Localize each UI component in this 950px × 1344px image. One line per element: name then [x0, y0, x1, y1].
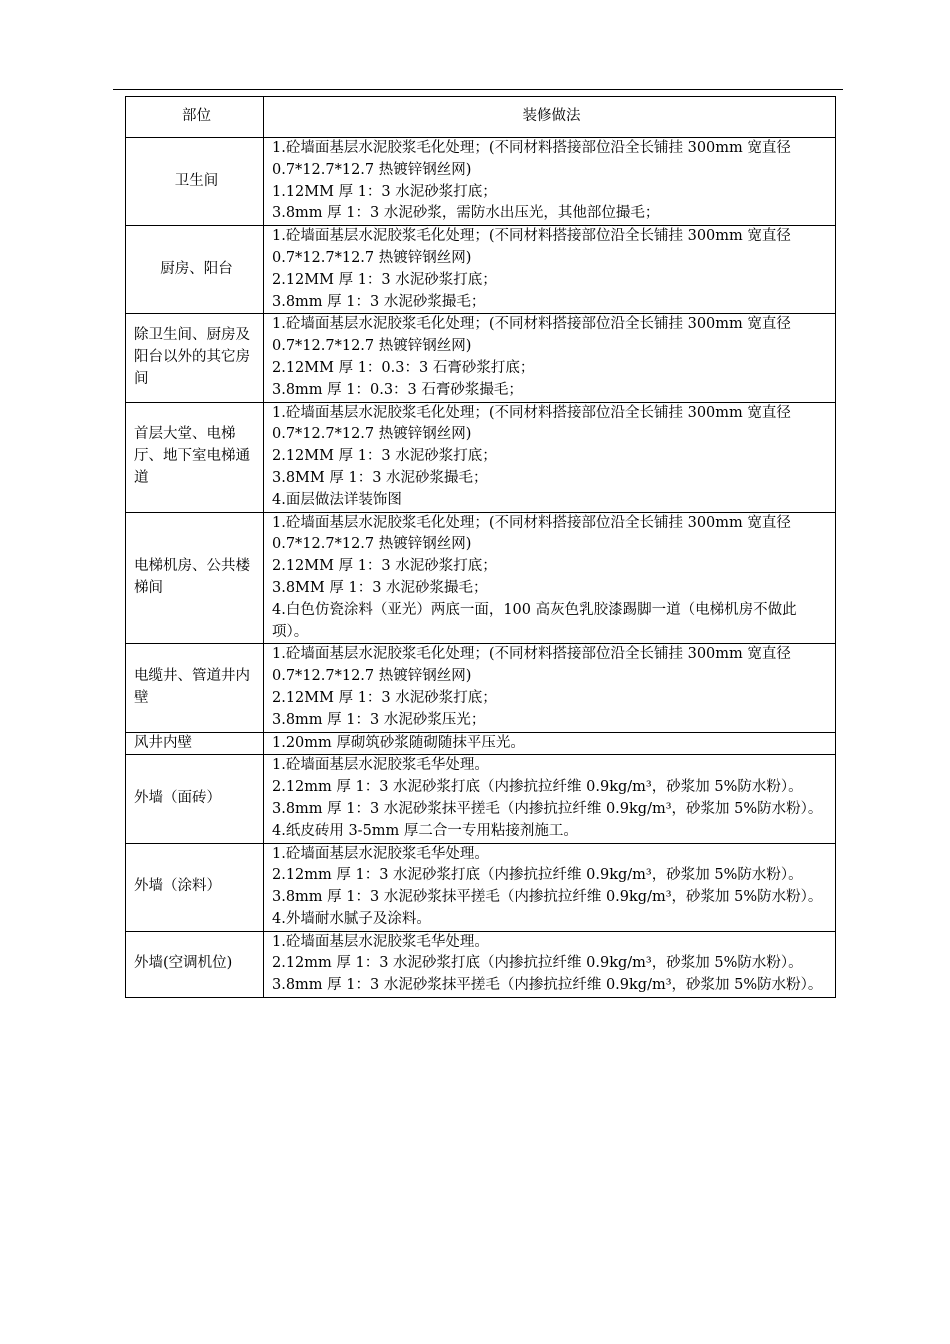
method-step: 2.12MM 厚 1：3 水泥砂浆打底；	[272, 689, 497, 706]
method-cell	[264, 138, 836, 226]
method-step: 2.12mm 厚 1：3 水泥砂浆打底（内掺抗拉纤维 0.9kg/m³，砂浆加 5%防水粉）。	[272, 779, 803, 796]
method-step: 2.12MM 厚 1：3 水泥砂浆打底；	[272, 271, 497, 288]
method-step: 3.8mm 厚 1：3 水泥砂浆抹平搓毛（内掺抗拉纤维 0.9kg/m³，砂浆加 5%防水粉）。	[272, 800, 823, 817]
method-cell	[264, 512, 836, 644]
method-step: 4.外墙耐水腻子及涂料。	[272, 910, 431, 927]
method-step: 3.8mm 厚 1：0.3：3 石膏砂浆撮毛；	[272, 381, 523, 398]
method-step: 1.砼墙面基层水泥胶浆毛化处理；(不同材料搭接部位沿全长铺挂 300mm 宽直径 0.7*12.7*12.7 热镀锌钢丝网)	[272, 316, 791, 355]
table-row	[126, 512, 836, 644]
method-cell	[264, 644, 836, 732]
method-step: 1.砼墙面基层水泥胶浆毛化处理；(不同材料搭接部位沿全长铺挂 300mm 宽直径 0.7*12.7*12.7 热镀锌钢丝网)	[272, 646, 791, 685]
method-cell	[264, 755, 836, 843]
part-cell: 外墙(空调机位)	[126, 931, 264, 997]
method-step: 2.12mm 厚 1：3 水泥砂浆打底（内掺抗拉纤维 0.9kg/m³，砂浆加 5%防水粉）。	[272, 867, 803, 884]
method-step: 1.砼墙面基层水泥胶浆毛化处理；(不同材料搭接部位沿全长铺挂 300mm 宽直径 0.7*12.7*12.7 热镀锌钢丝网)	[272, 140, 791, 178]
part-cell: 除卫生间、厨房及阳台以外的其它房间	[126, 314, 264, 402]
method-step: 1.砼墙面基层水泥胶浆毛化处理；(不同材料搭接部位沿全长铺挂 300mm 宽直径 0.7*12.7*12.7 热镀锌钢丝网)	[272, 514, 791, 553]
part-cell: 外墙（面砖）	[126, 755, 264, 843]
method-step: 4.面层做法详装饰图	[272, 491, 402, 508]
part-cell: 卫生间	[126, 138, 264, 226]
header-rule	[113, 89, 843, 90]
method-step: 1.砼墙面基层水泥胶浆毛化处理；(不同材料搭接部位沿全长铺挂 300mm 宽直径 0.7*12.7*12.7 热镀锌钢丝网)	[272, 228, 791, 266]
table-row	[126, 402, 836, 512]
method-step: 3.8MM 厚 1：3 水泥砂浆撮毛；	[272, 469, 488, 486]
part-cell: 厨房、阳台	[126, 226, 264, 314]
method-cell	[264, 402, 836, 512]
method-cell	[264, 226, 836, 314]
method-step: 4.纸皮砖用 3-5mm 厚二合一专用粘接剂施工。	[272, 822, 578, 839]
method-step: 1.20mm 厚砌筑砂浆随砌随抹平压光。	[272, 734, 525, 751]
method-step: 2.12MM 厚 1：0.3：3 石膏砂浆打底；	[272, 359, 535, 376]
part-cell: 外墙（涂料）	[126, 843, 264, 931]
method-cell	[264, 732, 836, 755]
method-step: 3.8mm 厚 1：3 水泥砂浆抹平搓毛（内掺抗拉纤维 0.9kg/m³，砂浆加 5%防水粉）。	[272, 889, 823, 906]
method-step: 4.白色仿瓷涂料（亚光）两底一面，100 高灰色乳胶漆踢脚一道（电梯机房不做此项）。	[272, 601, 797, 640]
method-cell	[264, 314, 836, 402]
method-step: 3.8mm 厚 1：3 水泥砂浆撮毛；	[272, 293, 486, 310]
part-cell: 电缆井、管道井内壁	[126, 644, 264, 732]
table-row	[126, 644, 836, 732]
method-step: 1.砼墙面基层水泥胶浆毛华处理。	[272, 845, 489, 862]
table-row	[126, 843, 836, 931]
decoration-spec-table	[125, 96, 836, 998]
method-cell	[264, 843, 836, 931]
table-row	[126, 755, 836, 843]
table-header-row	[126, 97, 836, 138]
method-step: 1.砼墙面基层水泥胶浆毛华处理。	[272, 933, 489, 950]
method-step: 2.12mm 厚 1：3 水泥砂浆打底（内掺抗拉纤维 0.9kg/m³，砂浆加 5%防水粉）。	[272, 955, 803, 972]
method-step: 3.8mm 厚 1：3 水泥砂浆压光；	[272, 711, 486, 728]
table-body	[126, 97, 836, 998]
column-header-part: 部位	[126, 97, 264, 138]
method-step: 2.12MM 厚 1：3 水泥砂浆打底；	[272, 558, 497, 575]
method-step: 1.12MM 厚 1：3 水泥砂浆打底；	[272, 183, 497, 200]
table-row	[126, 931, 836, 997]
part-cell: 风井内壁	[126, 732, 264, 755]
method-step: 1.砼墙面基层水泥胶浆毛化处理；(不同材料搭接部位沿全长铺挂 300mm 宽直径 0.7*12.7*12.7 热镀锌钢丝网)	[272, 404, 791, 443]
table-row	[126, 732, 836, 755]
method-step: 2.12MM 厚 1：3 水泥砂浆打底；	[272, 448, 497, 465]
method-step: 3.8mm 厚 1：3 水泥砂浆抹平搓毛（内掺抗拉纤维 0.9kg/m³，砂浆加 5%防水粉）。	[272, 977, 823, 994]
column-header-method: 装修做法	[264, 97, 836, 138]
part-cell: 首层大堂、电梯厅、地下室电梯通道	[126, 402, 264, 512]
part-cell: 电梯机房、公共楼梯间	[126, 512, 264, 644]
method-step: 3.8MM 厚 1：3 水泥砂浆撮毛；	[272, 579, 488, 596]
table-row	[126, 314, 836, 402]
method-cell	[264, 931, 836, 997]
method-step: 3.8mm 厚 1：3 水泥砂浆，需防水出压光，其他部位撮毛；	[272, 205, 660, 222]
table-row	[126, 226, 836, 314]
table-row	[126, 138, 836, 226]
method-step: 1.砼墙面基层水泥胶浆毛华处理。	[272, 757, 489, 774]
